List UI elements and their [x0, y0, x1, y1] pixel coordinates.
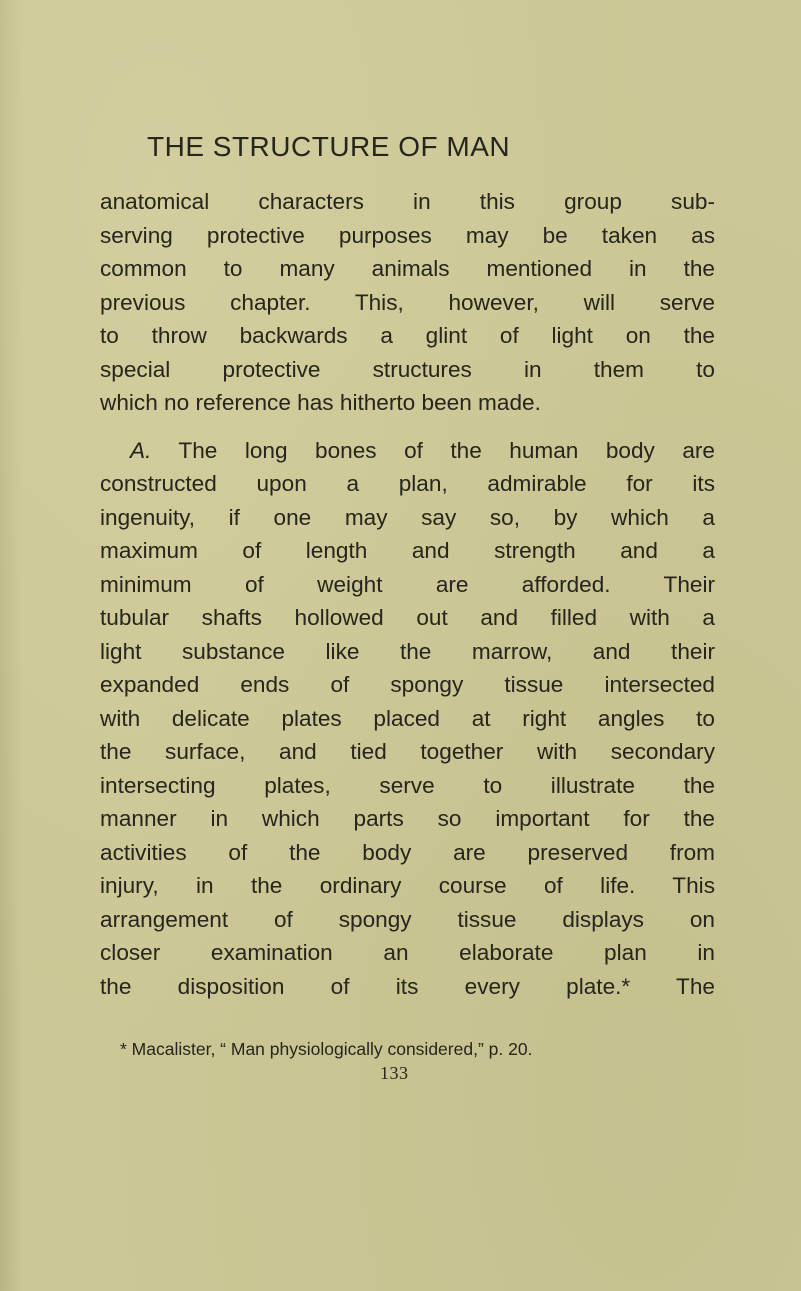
text-line: the surface, and tied together with secondary: [100, 739, 715, 764]
text-line: manner in which parts so important for the: [100, 806, 715, 831]
text-line: with delicate plates placed at right angles to: [100, 705, 715, 731]
text-line: which no reference has hitherto been made.: [100, 390, 541, 415]
text-line: ingenuity, if one may say so, by which a: [100, 504, 715, 530]
text-line: activities of the body are preserved from: [100, 839, 715, 865]
text-line: expanded ends of spongy tissue intersected: [100, 672, 715, 697]
paragraph-2: [100, 434, 715, 1004]
text-line: minimum of weight are afforded. Their: [100, 571, 715, 597]
paragraph-gap: [100, 420, 715, 434]
text-line: constructed upon a plan, admirable for its: [100, 471, 715, 496]
text-line: previous chapter. This, however, will serve: [100, 289, 715, 315]
text-line: common to many animals mentioned in the: [100, 256, 715, 281]
text-line: anatomical characters in this group sub-: [100, 189, 715, 214]
text-line: maximum of length and strength and a: [100, 538, 715, 563]
running-head: THE STRUCTURE OF MAN: [147, 131, 511, 162]
footnote: * Macalister, “ Man physiologically considered,” p. 20.: [120, 1039, 533, 1059]
body-text: [100, 185, 715, 1003]
text-line: serving protective purposes may be taken as: [100, 222, 715, 248]
text-line: to throw backwards a glint of light on the: [100, 323, 715, 348]
text-line: the disposition of its every plate.* The: [100, 973, 715, 999]
text-line: tubular shafts hollowed out and filled with a: [100, 605, 715, 630]
text-line: [100, 434, 715, 468]
section-letter: A.: [130, 437, 152, 463]
text-line: intersecting plates, serve to illustrate the: [100, 772, 715, 798]
text-line: arrangement of spongy tissue displays on: [100, 906, 715, 932]
text-line-rest: The long bones of the human body are: [151, 437, 715, 463]
page-number: 133: [380, 1063, 409, 1083]
text-line: closer examination an elaborate plan in: [100, 940, 715, 965]
paragraph-1: [100, 185, 715, 420]
text-line: injury, in the ordinary course of life. This: [100, 873, 715, 898]
text-line: light substance like the marrow, and their: [100, 638, 715, 664]
text-line: special protective structures in them to: [100, 356, 715, 382]
